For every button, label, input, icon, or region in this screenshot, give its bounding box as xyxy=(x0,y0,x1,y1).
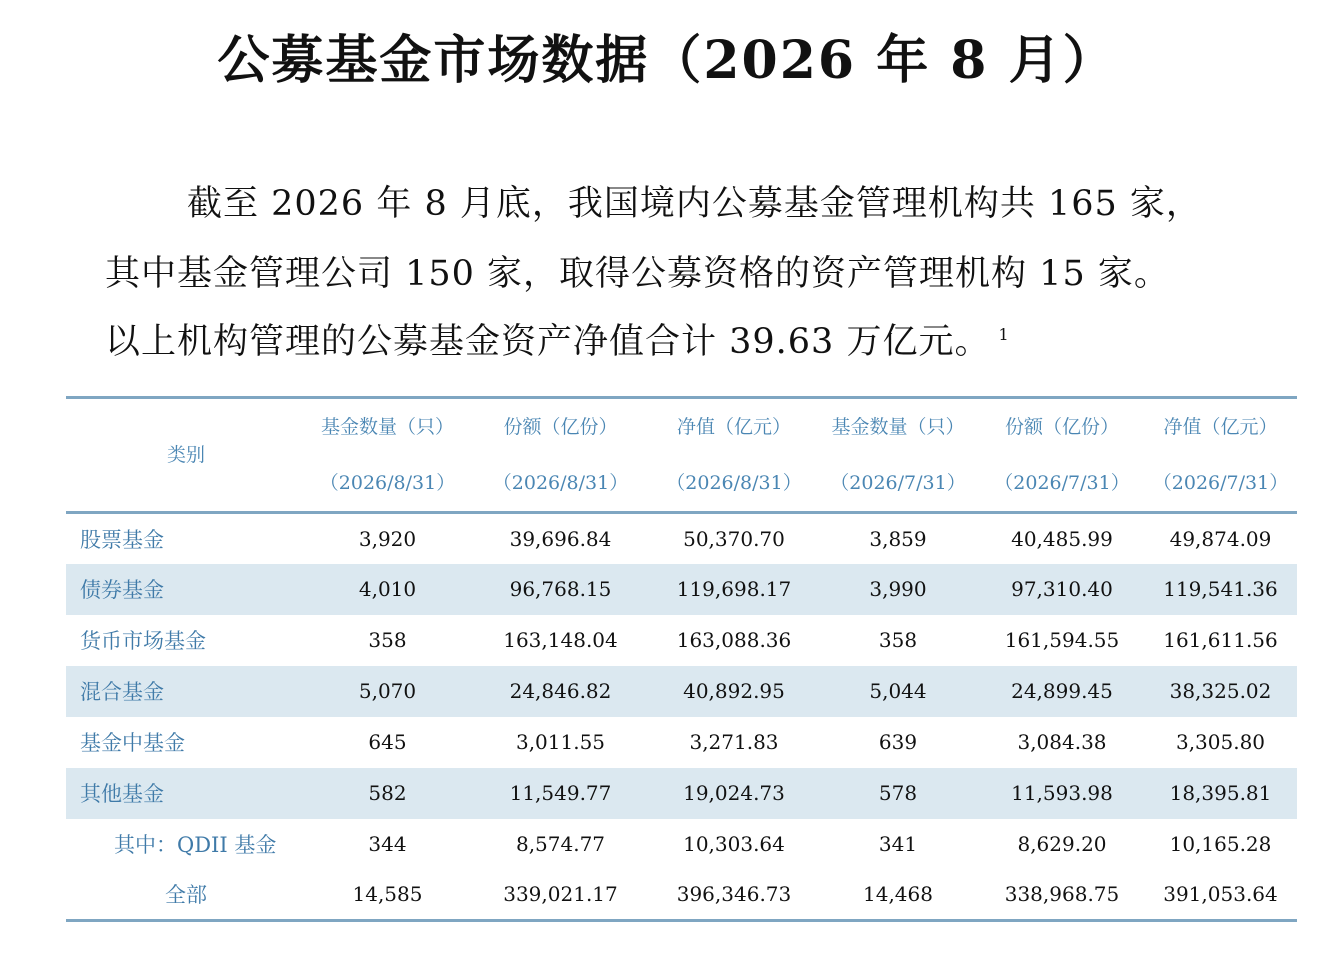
header-date: （2026/8/31） xyxy=(319,472,456,494)
table-row xyxy=(66,615,1297,666)
table-cell: 4,010 xyxy=(358,577,417,601)
row-category: 基金中基金 xyxy=(80,731,185,755)
table-cell: 3,990 xyxy=(869,577,927,601)
footnote-marker: 1 xyxy=(998,325,1010,345)
header-date: （2026/7/31） xyxy=(830,472,966,494)
header-label: 净值（亿元） xyxy=(1163,416,1278,438)
table-cell: 10,303.64 xyxy=(683,832,785,856)
table-cell: 582 xyxy=(368,781,407,805)
paragraph-line-3 xyxy=(105,314,1255,364)
table-cell: 24,899.45 xyxy=(1011,679,1113,703)
table-cell: 5,070 xyxy=(358,679,417,703)
table-cell: 8,629.20 xyxy=(1017,832,1107,856)
header-col-5 xyxy=(980,398,1144,513)
table-cell: 49,874.09 xyxy=(1169,526,1272,551)
table-cell: 11,549.77 xyxy=(509,781,612,805)
header-date: （2026/7/31） xyxy=(1152,472,1289,494)
table-cell: 5,044 xyxy=(869,679,927,703)
header-col-4 xyxy=(816,398,980,513)
table-cell: 39,696.84 xyxy=(509,526,612,551)
header-col-6 xyxy=(1144,398,1297,513)
table-row xyxy=(66,717,1297,768)
table-cell: 161,594.55 xyxy=(1004,628,1120,652)
row-category: 混合基金 xyxy=(80,680,164,704)
table-cell: 50,370.70 xyxy=(683,526,785,551)
table-cell: 358 xyxy=(878,628,918,652)
table-row xyxy=(66,666,1297,717)
paragraph-line-3-text: 以上机构管理的公募基金资产净值合计 39.63 万亿元。 xyxy=(105,322,991,362)
header-col-2 xyxy=(469,398,652,513)
table-cell: 10,165.28 xyxy=(1169,832,1272,856)
row-category: 债券基金 xyxy=(80,578,164,602)
table-cell: 578 xyxy=(878,781,918,805)
header-label: 份额（亿份） xyxy=(503,416,618,438)
table-cell: 96,768.15 xyxy=(509,577,612,601)
row-category: 全部 xyxy=(165,883,207,908)
table-cell: 396,346.73 xyxy=(676,882,792,907)
table-cell: 3,305.80 xyxy=(1175,730,1266,754)
row-category: 其他基金 xyxy=(80,782,164,806)
table-cell: 3,859 xyxy=(869,526,927,551)
table-cell: 163,148.04 xyxy=(503,628,618,652)
table-cell: 38,325.02 xyxy=(1169,679,1272,703)
table-cell: 163,088.36 xyxy=(676,628,792,652)
table-cell: 40,892.95 xyxy=(683,679,785,703)
table-cell: 341 xyxy=(878,832,918,856)
table-cell: 119,698.17 xyxy=(676,577,792,601)
table-cell: 338,968.75 xyxy=(1004,882,1120,907)
paragraph-line-1: 截至 2026 年 8 月底，我国境内公募基金管理机构共 165 家， xyxy=(187,184,1202,224)
table-cell: 14,585 xyxy=(352,882,423,907)
table-cell: 3,011.55 xyxy=(515,730,606,754)
table-header-row xyxy=(66,398,1297,513)
page-title: 公募基金市场数据（2026 年 8 月） xyxy=(217,30,1117,91)
row-category: 货币市场基金 xyxy=(80,629,206,653)
header-col-1 xyxy=(306,398,469,513)
table-cell: 19,024.73 xyxy=(683,781,785,805)
table-cell: 24,846.82 xyxy=(509,679,612,703)
row-category: 其中：QDII 基金 xyxy=(114,833,277,857)
table-cell: 639 xyxy=(878,730,918,754)
table-cell: 97,310.40 xyxy=(1011,577,1113,601)
header-category: 类别 xyxy=(166,444,205,466)
header-col-3 xyxy=(652,398,816,513)
table-cell: 391,053.64 xyxy=(1163,882,1278,907)
table-cell: 14,468 xyxy=(863,882,933,907)
table-cell: 3,084.38 xyxy=(1017,730,1107,754)
table-cell: 3,920 xyxy=(358,526,417,551)
table-cell: 358 xyxy=(368,628,407,652)
table-cell: 3,271.83 xyxy=(689,730,779,754)
paragraph-line-2: 其中基金管理公司 150 家，取得公募资格的资产管理机构 15 家。 xyxy=(105,254,1170,294)
header-date: （2026/8/31） xyxy=(666,472,802,494)
table-cell: 119,541.36 xyxy=(1163,577,1278,601)
header-date: （2026/8/31） xyxy=(492,472,629,494)
table-row xyxy=(66,768,1297,819)
header-label: 份额（亿份） xyxy=(1004,416,1119,438)
table-row-total xyxy=(66,870,1297,921)
table-cell: 40,485.99 xyxy=(1011,526,1113,551)
row-category: 股票基金 xyxy=(80,527,164,552)
table-cell: 11,593.98 xyxy=(1011,781,1113,805)
table-cell: 8,574.77 xyxy=(515,832,606,856)
table-cell: 344 xyxy=(368,832,407,856)
table-row xyxy=(66,564,1297,615)
table-cell: 645 xyxy=(368,730,407,754)
header-label: 基金数量（只） xyxy=(320,416,454,438)
table-cell: 339,021.17 xyxy=(503,882,618,907)
fund-data-table xyxy=(66,396,1297,922)
header-label: 基金数量（只） xyxy=(831,416,965,438)
header-label: 净值（亿元） xyxy=(676,416,791,438)
table-cell: 18,395.81 xyxy=(1169,781,1272,805)
table-row xyxy=(66,819,1297,870)
table-row xyxy=(66,513,1297,564)
header-date: （2026/7/31） xyxy=(994,472,1130,494)
table-cell: 161,611.56 xyxy=(1163,628,1278,652)
